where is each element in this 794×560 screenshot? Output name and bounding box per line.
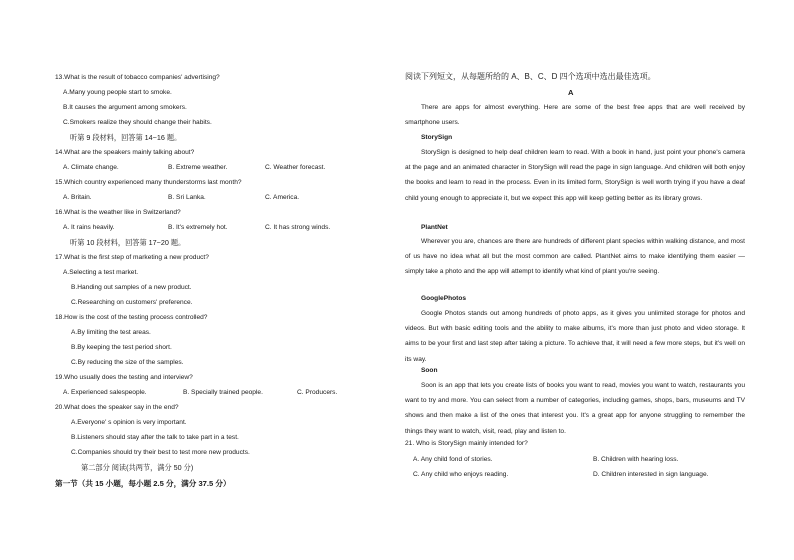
q17-option-b: B.Handing out samples of a new product. <box>71 284 192 291</box>
app-heading-plantnet: PlantNet <box>421 224 448 231</box>
q13-option-b: B.It causes the argument among smokers. <box>63 104 187 111</box>
q20-option-b: B.Listeners should stay after the talk to take part in a test. <box>71 434 239 441</box>
q17-option-c: C.Researching on customers' preference. <box>71 299 193 306</box>
q21-option-b: B. Children with hearing loss. <box>593 456 679 463</box>
app-heading-storysign: StorySign <box>421 134 453 141</box>
q15-stem: 15.Which country experienced many thunderstorms last month? <box>55 179 242 186</box>
q17-stem: 17.What is the first step of marketing a new product? <box>55 254 209 261</box>
q14-option-a: A. Climate change. <box>63 164 119 171</box>
q20-option-a: A.Everyone' s opinion is very important. <box>71 419 187 426</box>
plantnet-paragraph: Wherever you are, chances are there are hundreds of different plant species within walking distance, and most of us have no idea what all but the most common are called. PlantNet aims to make identifying them easier — simply take a photo and the app will attempt to identify what kind of plant you're seeing. <box>405 238 745 276</box>
listening-material-9: 听第 9 段材料，回答第 14~16 题。 <box>70 133 182 142</box>
q16-option-b: B. It's extremely hot. <box>168 224 228 231</box>
q13-option-a: A.Many young people start to smoke. <box>63 89 172 96</box>
passage-letter: A <box>568 88 574 97</box>
q15-option-b: B. Sri Lanka. <box>168 194 206 201</box>
q21-option-c: C. Any child who enjoys reading. <box>413 471 509 478</box>
googlephotos-paragraph: Google Photos stands out among hundreds of photo apps, as it gives you unlimited storage for photos and videos. But with basic editing tools and the ability to make albums, it's more than just photo and video storage. It aims to be your first and last step after taking a picture. To achieve that, it will need a few more steps, but it's well on its way. <box>405 310 745 363</box>
soon-paragraph: Soon is an app that lets you create lists of books you want to read, movies you want to watch, restaurants you want to try and more. You can select from a number of categories, including games, shops, bars, museums and TV shows and then make a list of the ones that interest you. It's a great app for anyone struggling to remember the things they want to watch, visit, read, play and listen to. <box>405 382 745 435</box>
q15-option-c: C. America. <box>265 194 300 201</box>
q18-option-a: A.By limiting the test areas. <box>71 329 151 336</box>
q20-stem: 20.What does the speaker say in the end? <box>55 404 179 411</box>
q17-option-a: A.Selecting a test market. <box>63 269 139 276</box>
q18-stem: 18.How is the cost of the testing process controlled? <box>55 314 208 321</box>
listening-material-10: 听第 10 段材料，回答第 17~20 题。 <box>70 238 186 247</box>
q13-stem: 13.What is the result of tobacco companies' advertising? <box>55 74 220 81</box>
q21-option-d: D. Children interested in sign language. <box>593 471 709 478</box>
q18-option-b: B.By keeping the test period short. <box>71 344 172 351</box>
q15-option-a: A. Britain. <box>63 194 92 201</box>
intro-paragraph: There are apps for almost everything. Here are some of the best free apps that are well received by smartphone users. <box>405 104 745 127</box>
q19-stem: 19.Who usually does the testing and interview? <box>55 374 193 381</box>
q14-option-b: B. Extreme weather. <box>168 164 228 171</box>
q16-option-c: C. It has strong winds. <box>265 224 331 231</box>
app-heading-soon: Soon <box>421 367 438 374</box>
q18-option-c: C.By reducing the size of the samples. <box>71 359 184 366</box>
q14-stem: 14.What are the speakers mainly talking about? <box>55 149 195 156</box>
app-heading-googlephotos: GooglePhotos <box>421 295 467 302</box>
q16-option-a: A. It rains heavily. <box>63 224 115 231</box>
reading-instruction: 阅读下列短文，从每题所给的 A、B、C、D 四个选项中选出最佳选项。 <box>405 72 656 81</box>
section-one-heading: 第一节（共 15 小题，每小题 2.5 分，满分 37.5 分） <box>55 479 231 488</box>
q13-option-c: C.Smokers realize they should change their habits. <box>63 119 212 126</box>
part-two-heading: 第二部分 阅读(共两节，满分 50 分) <box>81 463 194 472</box>
q21-stem: 21. Who is StorySign mainly intended for? <box>405 440 528 447</box>
q14-option-c: C. Weather forecast. <box>265 164 326 171</box>
q21-option-a: A. Any child fond of stories. <box>413 456 493 463</box>
q20-option-c: C.Companies should try their best to test more new products. <box>71 449 250 456</box>
q16-stem: 16.What is the weather like in Switzerland? <box>55 209 181 216</box>
q19-option-c: C. Producers. <box>297 389 338 396</box>
q19-option-b: B. Specially trained people. <box>183 389 263 396</box>
q19-option-a: A. Experienced salespeople. <box>63 389 147 396</box>
storysign-paragraph: StorySign is designed to help deaf children learn to read. With a book in hand, just point your phone's camera at the page and an animated character in StorySign will read the page in sign language. And children will both enjoy the books and learn to read in the process. Even in its limited form, StorySign is well worth trying if you have a deaf child young enough to appreciate it, but we expect this app will keep getting better as its library grows. <box>405 149 745 202</box>
